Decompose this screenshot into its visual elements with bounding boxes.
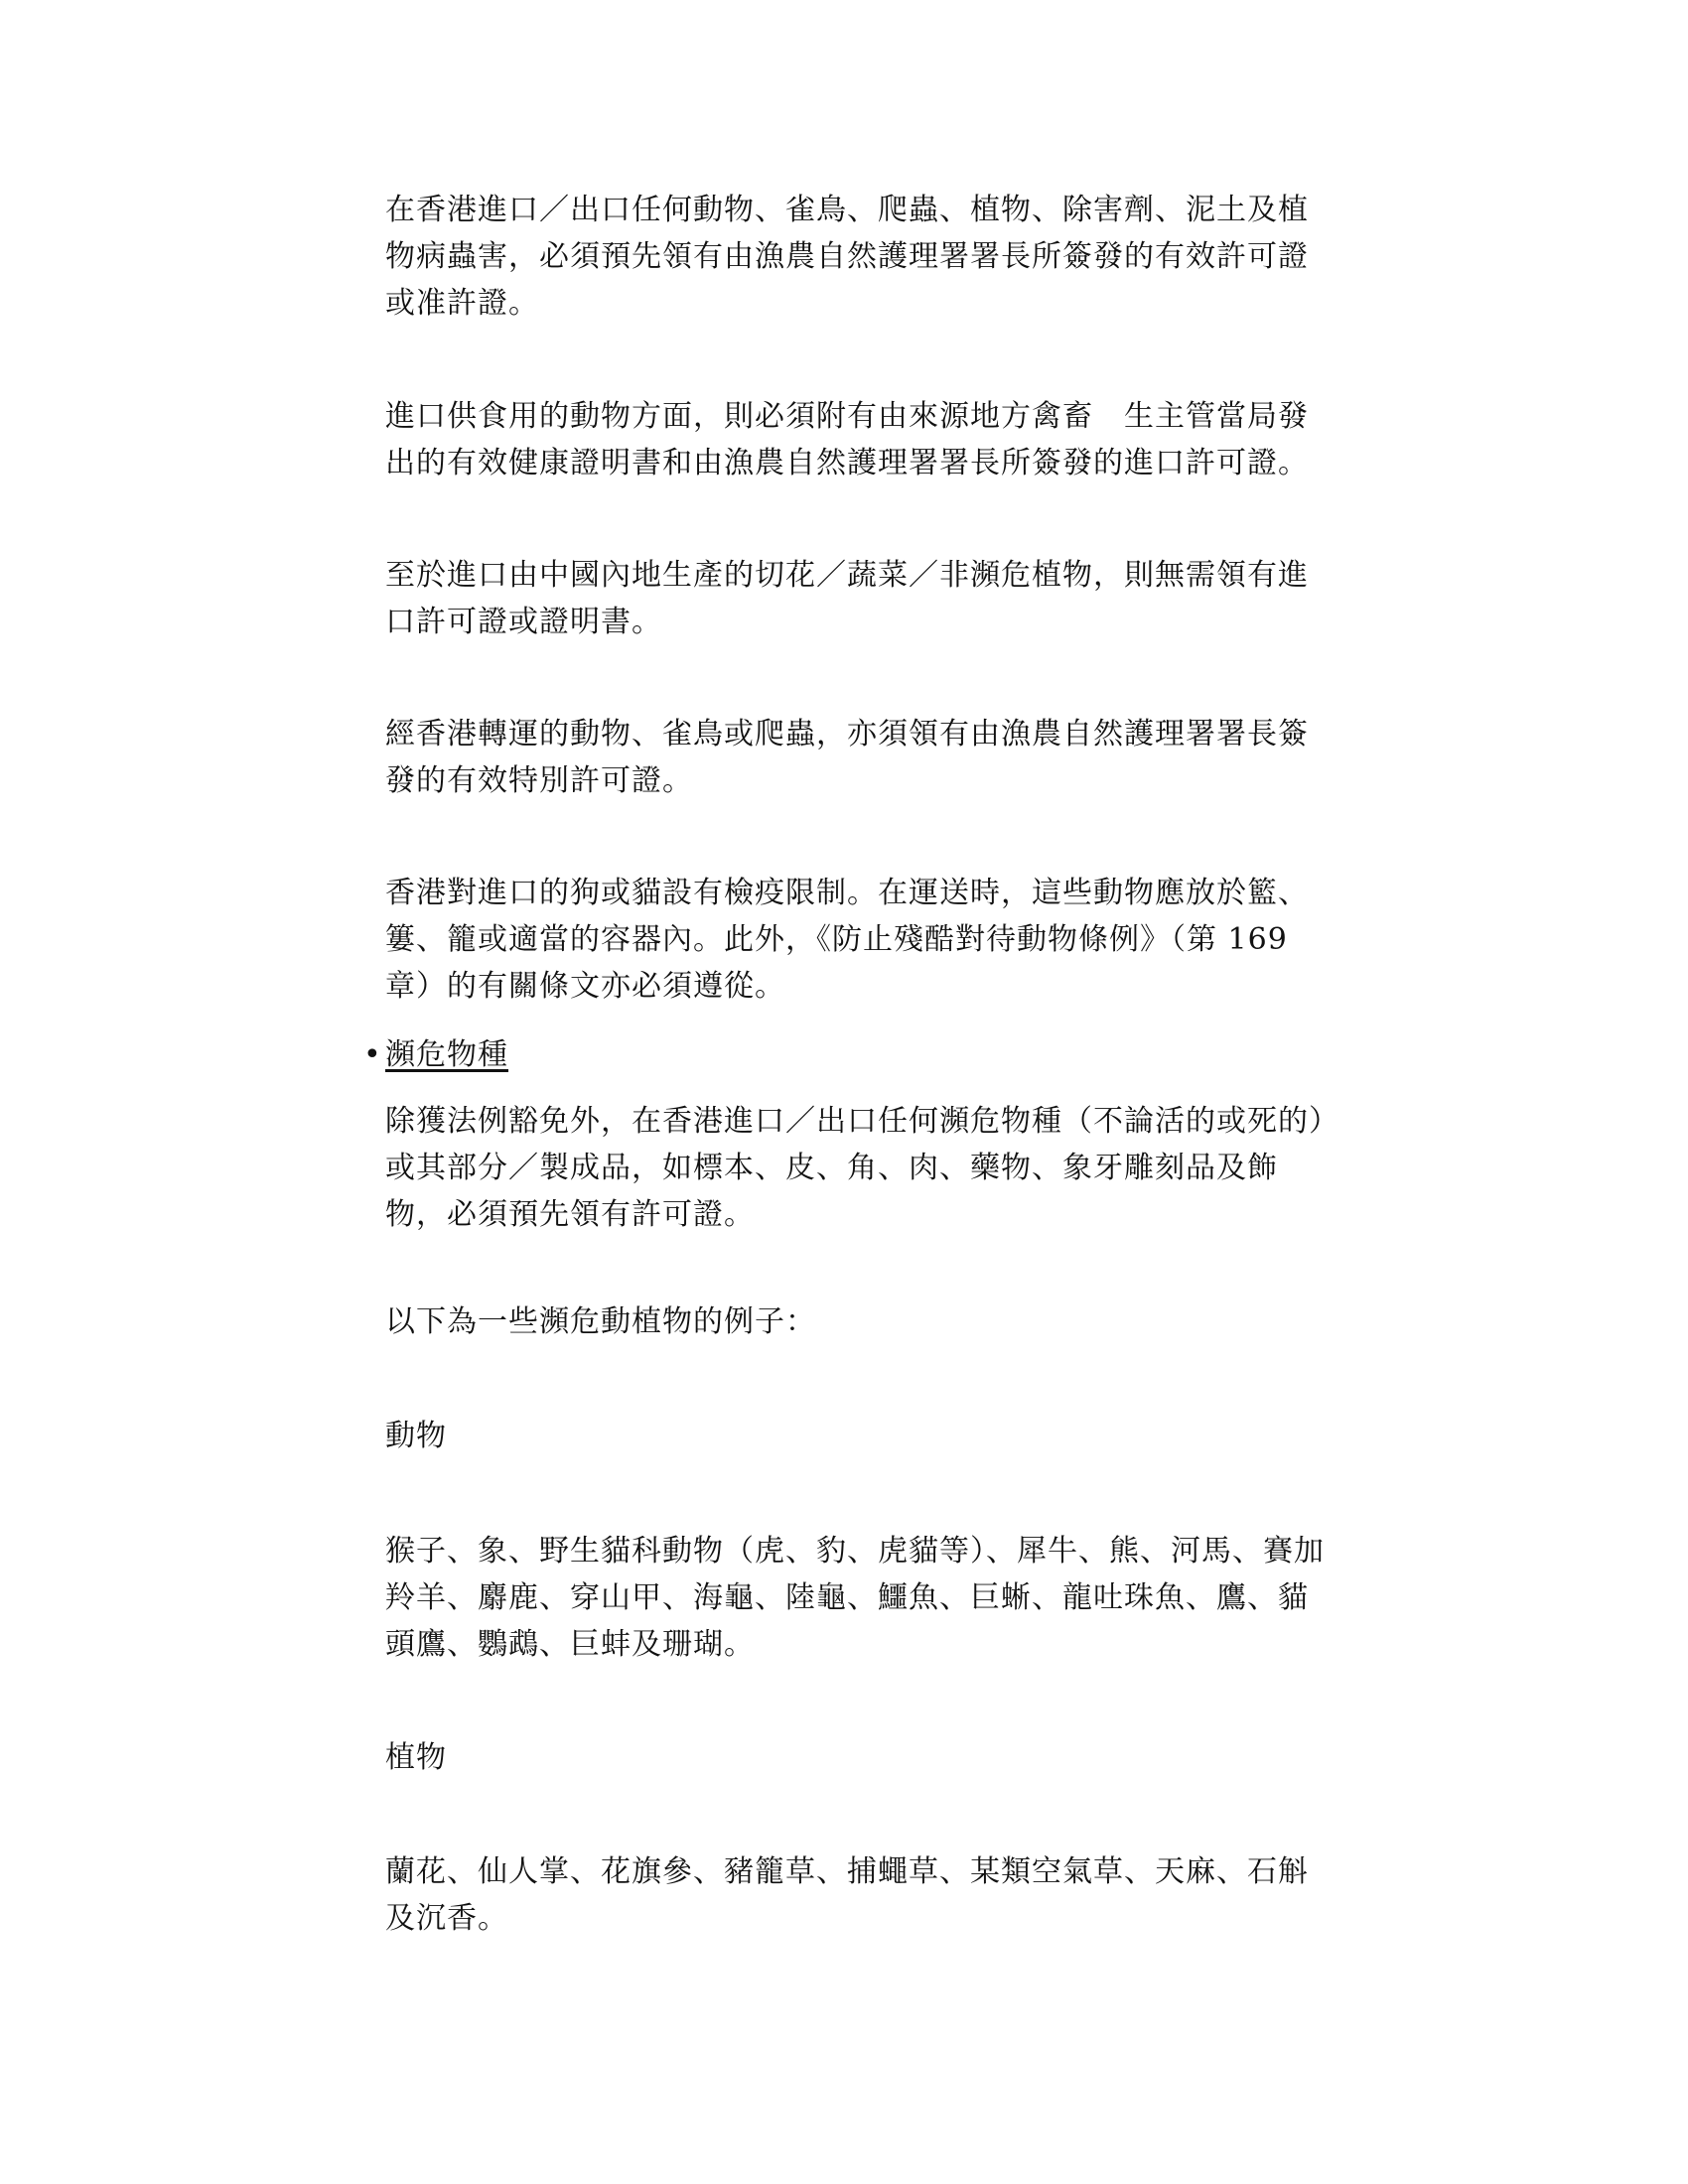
paragraph-endangered-intro: 除獲法例豁免外，在香港進口／出口任何瀕危物種（不論活的或死的）或其部分／製成品，如標本、皮、角、肉、藥物、象牙雕刻品及飾物，必須預先領有許可證。 (385, 1104, 1325, 1232)
paragraph-dogs-cats: 香港對進口的狗或貓設有檢疫限制。在運送時，這些動物應放於籃、簍、籠或適當的容器內。此外，《防止殘酷對待動物條例》（第 169 章）的有關條文亦必須遵從。 (385, 876, 1309, 1004)
subheading-plants: 植物 (385, 1740, 447, 1775)
paragraph-plants-list: 蘭花、仙人掌、花旗參、豬籠草、捕蠅草、某類空氣草、天麻、石斛及沉香。 (385, 1854, 1309, 1936)
paragraph-mainland-plants: 至於進口由中國內地生產的切花／蔬菜／非瀕危植物，則無需領有進口許可證或證明書。 (385, 558, 1309, 639)
subheading-animals: 動物 (385, 1419, 447, 1453)
paragraph-animals-list: 猴子、象、野生貓科動物（虎、豹、虎貓等）、犀牛、熊、河馬、賽加羚羊、麝鹿、穿山甲、海龜、陸龜、鱷魚、巨蜥、龍吐珠魚、鷹、貓頭鷹、鸚鵡、巨蚌及珊瑚。 (385, 1534, 1325, 1662)
section-heading-endangered-species: 瀕危物種 (385, 1037, 508, 1072)
paragraph-transit-animals: 經香港轉運的動物、雀鳥或爬蟲，亦須領有由漁農自然護理署署長簽發的有效特別許可證。 (385, 717, 1309, 798)
paragraph-examples-intro: 以下為一些瀕危動植物的例子： (385, 1304, 816, 1339)
paragraph-food-animals: 進口供食用的動物方面，則必須附有由來源地方禽畜 生主管當局發出的有效健康證明書和由漁農自然護理署署長所簽發的進口許可證。 (385, 399, 1309, 480)
paragraph-import-permit: 在香港進口／出口任何動物、雀鳥、爬蟲、植物、除害劑、泥土及植物病蟲害，必須預先領有由漁農自然護理署署長所簽發的有效許可證或准許證。 (385, 193, 1309, 321)
bullet-icon: • (363, 1037, 381, 1072)
